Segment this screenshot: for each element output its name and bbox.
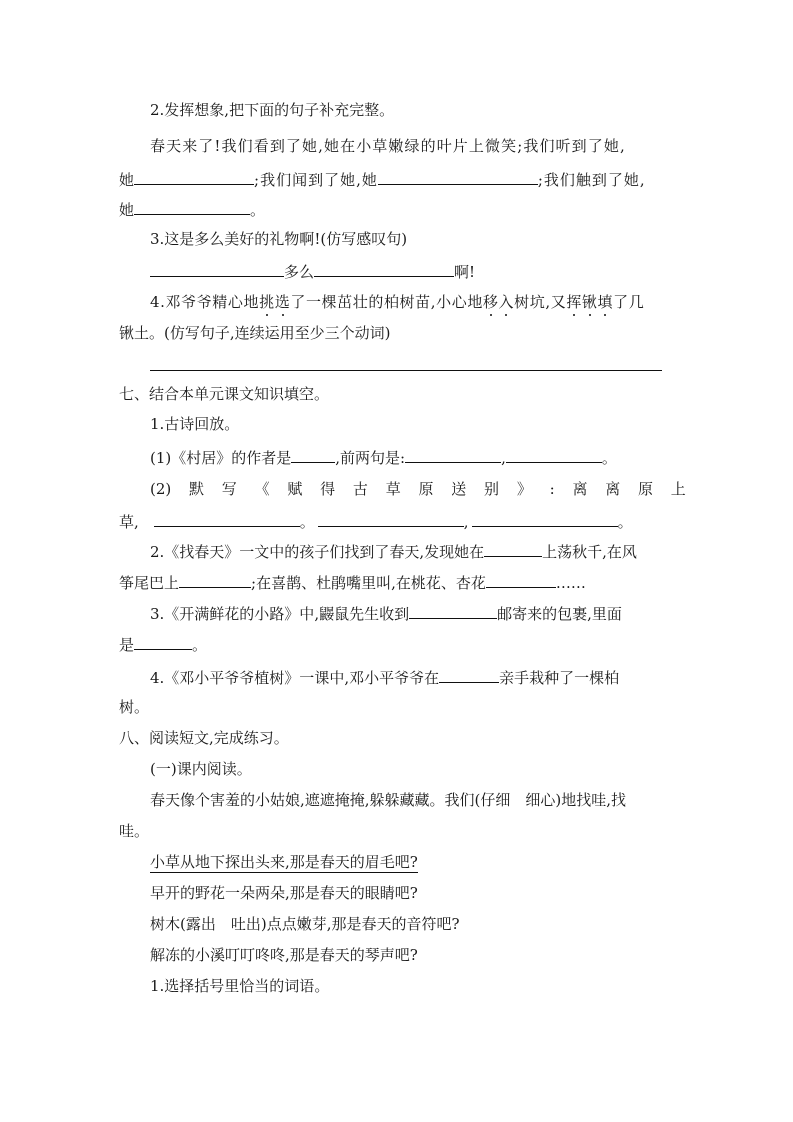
poem-line-4: 解冻的小溪叮叮咚咚,那是春天的琴声吧? bbox=[150, 946, 418, 964]
answer-blank-grass-1[interactable] bbox=[154, 510, 300, 527]
question-7-2-line2: 筝尾巴上 ;在喜鹊、杜鹃嘴里叫,在桃花、杏花 …… bbox=[119, 571, 586, 593]
question-7-4-line1: 4.《邓小平爷爷植树》一课中,邓小平爷爷在 亲手栽种了一棵柏 bbox=[150, 666, 619, 688]
question-7-1-sub1: (1)《村居》的作者是 ,前两句是: , 。 bbox=[150, 446, 617, 468]
poem-line-3: 树木(露出 吐出)点点嫩芽,那是春天的音符吧? bbox=[150, 915, 460, 933]
question-6-2-title: 2.发挥想象,把下面的句子补充完整。 bbox=[150, 101, 395, 119]
emphasis-char: 移 bbox=[482, 293, 499, 311]
question-6-2-line1: 春天来了!我们看到了她,她在小草嫩绿的叶片上微笑;我们听到了她, bbox=[150, 137, 626, 155]
answer-blank-heard[interactable] bbox=[134, 168, 254, 185]
section-7-heading: 七、结合本单元课文知识填空。 bbox=[119, 385, 330, 403]
answer-blank-package[interactable] bbox=[134, 633, 192, 650]
question-7-1-sub2-line2: 草, 。 , 。 bbox=[119, 510, 633, 532]
answer-blank-sender[interactable] bbox=[409, 602, 497, 619]
answer-blank-sentence[interactable] bbox=[150, 354, 662, 371]
question-6-2-line2: 她 ;我们闻到了她,她 ;我们触到了她, bbox=[119, 168, 646, 190]
emphasis-char: 挥 bbox=[566, 293, 582, 311]
question-6-3-answer-line: 多么 啊! bbox=[150, 260, 475, 282]
reading-sub-heading: (一)课内阅读。 bbox=[150, 760, 252, 778]
emphasis-char: 入 bbox=[498, 293, 515, 311]
section-8-heading: 八、阅读短文,完成练习。 bbox=[119, 729, 289, 747]
answer-blank-place[interactable] bbox=[439, 666, 499, 683]
question-6-4-line1: 4.邓爷爷精心地挑选了一棵茁壮的柏树苗,小心地移入树坑,又挥锹填了几 bbox=[150, 293, 645, 311]
answer-blank-touched[interactable] bbox=[134, 198, 250, 215]
poem-line-1: 小草从地下探出头来,那是春天的眉毛吧? bbox=[150, 853, 418, 871]
answer-blank-author[interactable] bbox=[291, 446, 335, 463]
question-8-1-title: 1.选择括号里恰当的词语。 bbox=[150, 977, 330, 995]
question-6-2-line3: 她 。 bbox=[119, 198, 265, 220]
question-6-4-answer-line bbox=[150, 354, 662, 376]
emphasis-char: 填 bbox=[597, 293, 614, 311]
answer-blank-smelled[interactable] bbox=[378, 168, 538, 185]
answer-blank-grass-2[interactable] bbox=[318, 510, 464, 527]
emphasis-char: 选 bbox=[274, 293, 291, 311]
question-7-2-line1: 2.《找春天》一文中的孩子们找到了春天,发现她在 上荡秋千,在风 bbox=[150, 540, 637, 562]
poem-line-2: 早开的野花一朵两朵,那是春天的眼睛吧? bbox=[150, 884, 418, 902]
reading-paragraph-line1: 春天像个害羞的小姑娘,遮遮掩掩,躲躲藏藏。我们(仔细 细心)地找哇,找 bbox=[150, 791, 627, 809]
answer-blank-swing[interactable] bbox=[484, 540, 542, 557]
question-7-1-sub2-line1: (2) 默 写 《 赋 得 古 草 原 送 别 》 : 离 离 原 上 bbox=[150, 480, 686, 498]
emphasis-char: 挑 bbox=[259, 293, 275, 311]
question-6-3-title: 3.这是多么美好的礼物啊!(仿写感叹句) bbox=[150, 230, 408, 248]
answer-blank-apricot[interactable] bbox=[486, 571, 556, 588]
emphasis-char: 锹 bbox=[581, 293, 598, 311]
question-7-3-line2: 是 。 bbox=[119, 633, 207, 655]
answer-blank-poem-line2[interactable] bbox=[506, 446, 602, 463]
answer-blank-kite[interactable] bbox=[179, 571, 251, 588]
reading-paragraph-line2: 哇。 bbox=[119, 822, 150, 840]
answer-blank-grass-3[interactable] bbox=[472, 510, 618, 527]
question-7-4-line2: 树。 bbox=[119, 698, 150, 716]
answer-blank-exclaim-1[interactable] bbox=[150, 260, 284, 277]
question-7-3-line1: 3.《开满鲜花的小路》中,鼹鼠先生收到 邮寄来的包裹,里面 bbox=[150, 602, 622, 624]
answer-blank-exclaim-2[interactable] bbox=[314, 260, 454, 277]
answer-blank-poem-line1[interactable] bbox=[405, 446, 501, 463]
question-6-4-line2: 锹土。(仿写句子,连续运用至少三个动词) bbox=[119, 324, 391, 342]
question-7-1-title: 1.古诗回放。 bbox=[150, 415, 240, 433]
